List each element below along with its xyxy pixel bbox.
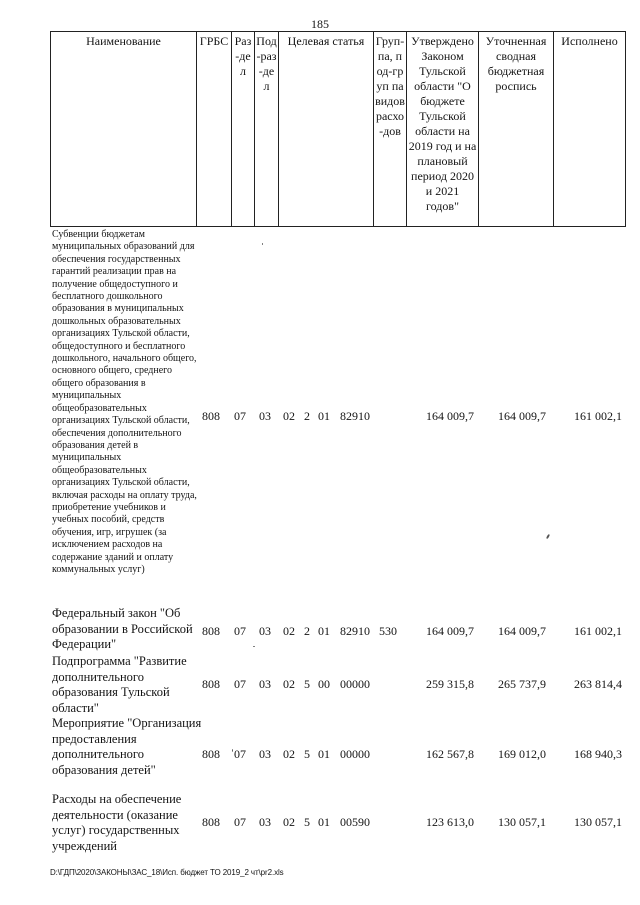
- row-target-1: 02: [283, 677, 295, 691]
- row-grbs: 808: [202, 677, 220, 691]
- scan-speck: [546, 534, 550, 539]
- row-target-4: 82910: [340, 409, 370, 423]
- row-executed: 161 002,1: [574, 624, 622, 638]
- row-grbs: 808: [202, 815, 220, 829]
- header-executed: Исполнено: [554, 32, 626, 227]
- row-target-4: 82910: [340, 624, 370, 638]
- header-approved: Утверждено Законом Тульской области "О бюджете Тульской области на 2019 год и на плановый период 2020 и 2021 годов": [407, 32, 479, 227]
- row-refined: 164 009,7: [498, 624, 546, 638]
- scan-speck: [253, 646, 255, 647]
- row-name: Мероприятие "Организация предоставления дополнительного образования детей": [52, 716, 202, 777]
- row-razdel: 07: [234, 747, 246, 761]
- row-grbs: 808: [202, 409, 220, 423]
- header-name: Наименование: [51, 32, 197, 227]
- row-target-3: 01: [318, 747, 330, 761]
- row-podrazdel: 03: [259, 409, 271, 423]
- row-refined: 130 057,1: [498, 815, 546, 829]
- row-target-2: 2: [304, 624, 310, 638]
- row-executed: 168 940,3: [574, 747, 622, 761]
- row-approved: 123 613,0: [426, 815, 474, 829]
- row-target-4: 00000: [340, 747, 370, 761]
- header-razdel: Раз-дел: [232, 32, 255, 227]
- row-target-1: 02: [283, 624, 295, 638]
- row-target-3: 01: [318, 815, 330, 829]
- row-target-1: 02: [283, 747, 295, 761]
- row-refined: 265 737,9: [498, 677, 546, 691]
- row-target-3: 01: [318, 624, 330, 638]
- row-target-4: 00590: [340, 815, 370, 829]
- row-approved: 259 315,8: [426, 677, 474, 691]
- row-group: 530: [379, 624, 397, 638]
- table-header: [50, 31, 626, 227]
- header-grbs: ГРБС: [197, 32, 232, 227]
- row-podrazdel: 03: [259, 624, 271, 638]
- row-executed: 263 814,4: [574, 677, 622, 691]
- row-podrazdel: 03: [259, 747, 271, 761]
- row-target-2: 5: [304, 677, 310, 691]
- row-razdel: 07: [234, 677, 246, 691]
- row-refined: 164 009,7: [498, 409, 546, 423]
- row-name: Подпрограмма "Развитие дополнительного образования Тульской области": [52, 654, 187, 715]
- page-number: 185: [311, 17, 329, 31]
- scan-speck: [262, 243, 263, 245]
- row-target-3: 00: [318, 677, 330, 691]
- row-executed: 130 057,1: [574, 815, 622, 829]
- row-refined: 169 012,0: [498, 747, 546, 761]
- row-approved: 164 009,7: [426, 409, 474, 423]
- row-razdel: 07: [234, 815, 246, 829]
- row-name: Федеральный закон "Об образовании в Российской Федерации": [52, 606, 193, 651]
- header-target: Целевая статья: [279, 32, 374, 227]
- footer-file-path: D:\ГДП\2020\ЗАКОНЫ\ЗАС_18\Исп. бюджет ТО 2019_2 чт\pr2.xls: [50, 868, 284, 877]
- header-podrazdel: Под-раз-дел: [255, 32, 279, 227]
- row-name: Расходы на обеспечение деятельности (оказание услуг) государственных учреждений: [52, 792, 182, 853]
- header-group: Груп-па, под-груп па видов расхо-дов: [374, 32, 407, 227]
- row-grbs: 808: [202, 747, 220, 761]
- row-target-1: 02: [283, 815, 295, 829]
- row-target-2: 2: [304, 409, 310, 423]
- header-refined: Уточненная сводная бюджетная роспись: [479, 32, 554, 227]
- scan-speck: [232, 749, 233, 752]
- row-target-4: 00000: [340, 677, 370, 691]
- row-target-1: 02: [283, 409, 295, 423]
- row-approved: 164 009,7: [426, 624, 474, 638]
- row-razdel: 07: [234, 624, 246, 638]
- row-executed: 161 002,1: [574, 409, 622, 423]
- row-podrazdel: 03: [259, 677, 271, 691]
- row-podrazdel: 03: [259, 815, 271, 829]
- row-razdel: 07: [234, 409, 246, 423]
- row-target-2: 5: [304, 815, 310, 829]
- row-target-2: 5: [304, 747, 310, 761]
- row-name: Субвенции бюджетам муниципальных образований для обеспечения государственных гарантий реализации прав на получение общедоступного и бесплатного дошкольного образования в муниципальных дошкольных образовательных организациях Тульской области, общедоступного и бесплатного дошкольного, начального общего, основного общего, среднего общего образования в муниципальных общеобразовательных организациях Тульской области, обеспечения дополнительного образования детей в муниципальных общеобразовательных организациях Тульской области, включая расходы на оплату труда, приобретение учебников и учебных пособий, средств обучения, игр, игрушек (за исключением расходов на содержание зданий и оплату коммунальных услуг): [52, 229, 197, 575]
- row-target-3: 01: [318, 409, 330, 423]
- row-approved: 162 567,8: [426, 747, 474, 761]
- row-grbs: 808: [202, 624, 220, 638]
